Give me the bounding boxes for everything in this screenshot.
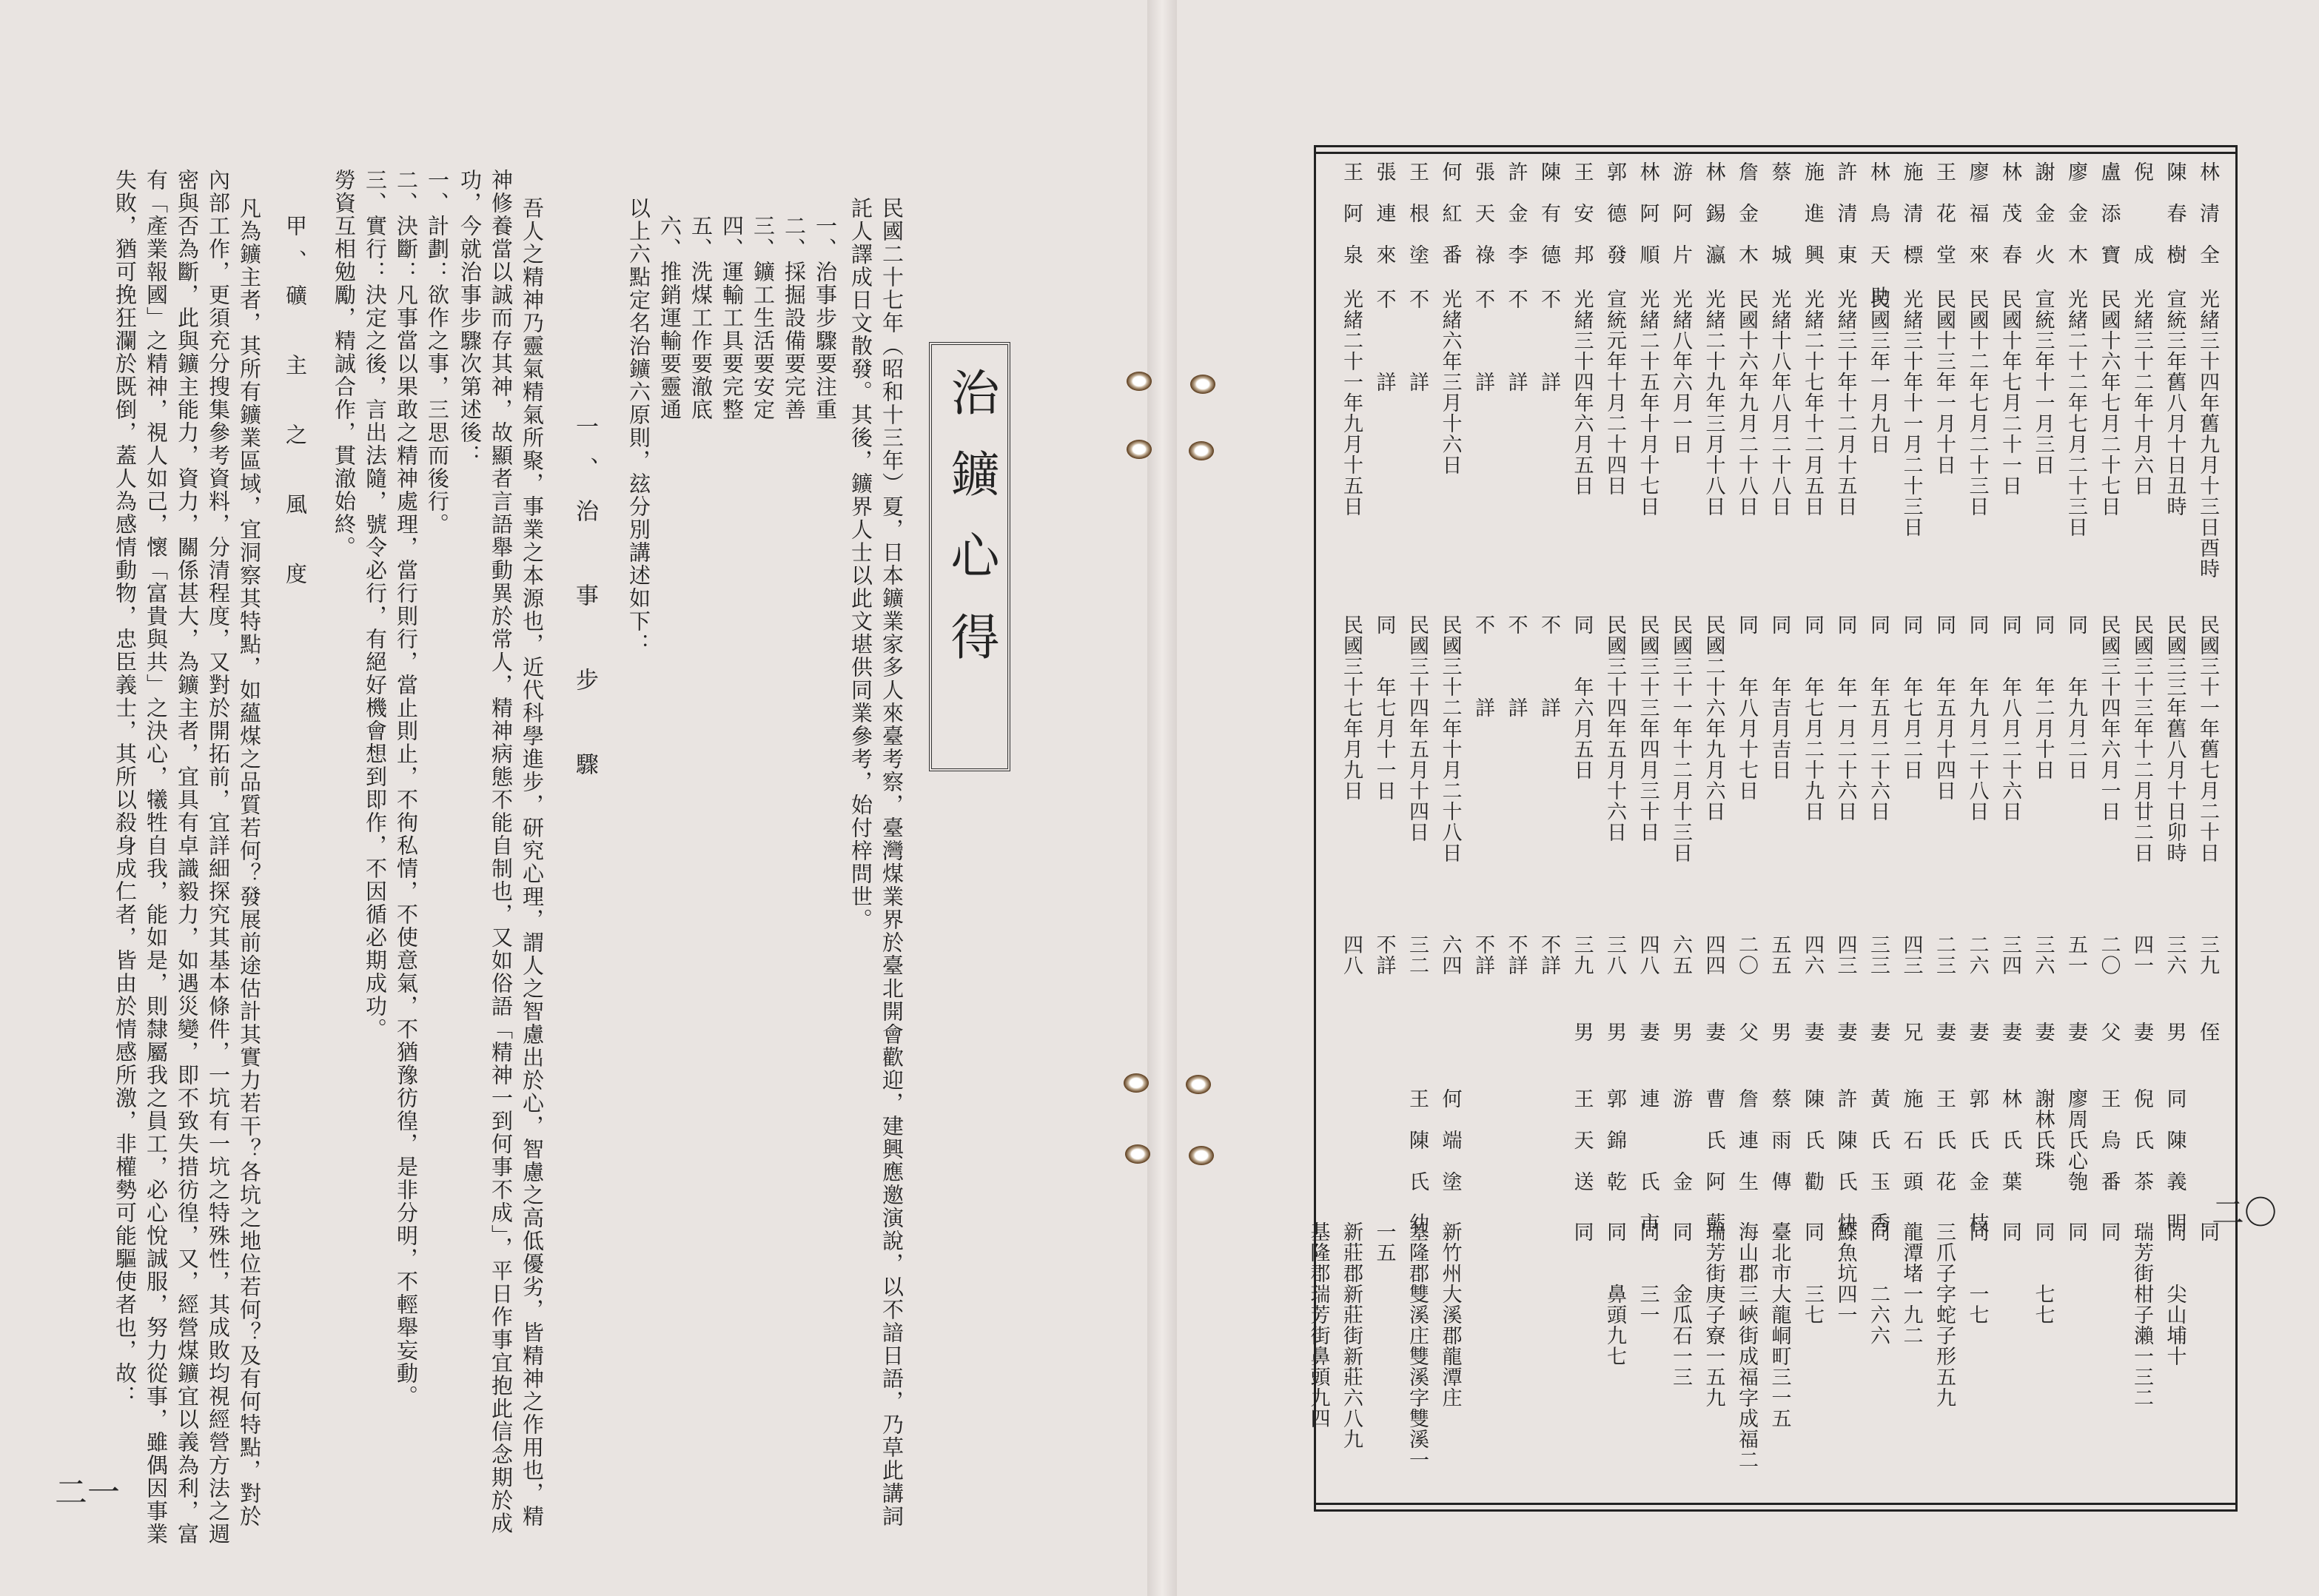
step-item: 五、洗煤工作要澈底 [688,215,714,421]
cell-address: 臺北市大龍峒町三一五 [1768,1221,1791,1429]
cell-spouse: 王 氏 花 [1933,1088,1956,1192]
table-row [1600,0,1629,1367]
cell-birth: 光緒三十四年舊九月十三日酉時 [2196,289,2219,579]
cell-age: 四三 [1899,934,1923,976]
cell-address: 新莊郡新莊街新莊六八九 [1340,1221,1363,1449]
cell-death: 民國三十二年十月二十八日 [1438,614,1462,863]
cell-rel: 侄 [2196,1022,2219,1042]
table-row [1765,0,1794,1429]
paragraph-line: 有「產業報國」之精神，視人如己，懷「富貴與共」之決心，犧牲自我，能如是，則隸屬我之員工，必心悅誠服，努力從事，雖偶因事業 [144,169,169,1546]
cell-age: 五五 [1768,934,1791,976]
cell-name: 張 連 來 [1372,161,1396,265]
cell-death: 不 詳 [1537,614,1560,718]
binding-hole [1190,375,1215,394]
cell-name: 廖 金 木 [2064,161,2087,265]
cell-death: 同 年六月五日 [1570,614,1594,780]
cell-age: 四六 [1801,934,1824,976]
cell-rel: 男 [1669,1022,1692,1042]
cell-birth: 光緒三十二年十月六日 [2130,289,2153,496]
cell-rel: 兄 [1899,1022,1923,1042]
cell-age: 四一 [2130,934,2153,976]
table-row [1665,0,1695,1387]
cell-death: 民國三十四年六月一日 [2097,614,2121,822]
cell-age: 四八 [1636,934,1659,976]
cell-address: 基隆郡瑞芳街鼻頭九四 [1306,1221,1330,1429]
table-row [1633,0,1662,1367]
cell-age: 二〇 [2097,934,2121,976]
intro-line: 民國二十七年（昭和十三年）夏，日本鑛業家多人來臺考察，臺灣煤業界於臺北開會歡迎，建興應邀演說，以不諳日語，乃草此講詞 [879,197,905,1528]
point-item: 三、實行：決定之後，言出法隨，號令必行，有絕好機會想到即作，不因循必期成功。 [363,169,388,1041]
cell-address: 同 [2064,1221,2087,1242]
cell-birth: 民國十年七月二十一日 [1998,289,2021,496]
cell-address: 基隆郡雙溪庄雙溪字雙溪一 [1406,1221,1429,1470]
cell-name: 許 清 東 [1833,161,1857,265]
point-item: 一、計劃：欲作之事，三思而後行。 [425,169,450,536]
article-title: 治鑛心得 [942,367,999,693]
table-row [1896,0,1926,1367]
cell-age: 三八 [1603,934,1626,976]
cell-death: 同 年七月二十九日 [1801,614,1824,822]
cell-address: 同 七七 [2031,1221,2055,1325]
cell-name: 林 鳥 天 助 [1867,161,1890,306]
cell-name: 王 根 塗 [1406,161,1429,265]
binding-hole [1189,1146,1214,1165]
cell-spouse: 連 氏 市 [1636,1088,1659,1233]
cell-name: 林 清 全 [2196,161,2219,265]
cell-spouse: 倪 氏 茶 [2130,1088,2153,1192]
cell-name: 林 阿 順 [1636,161,1659,265]
cell-birth: 光緒二十七年十二月五日 [1801,289,1824,517]
step-item: 六、推銷運輸要靈通 [657,215,682,421]
cell-death: 同 年五月二十六日 [1867,614,1890,822]
cell-rel: 男 [1768,1022,1791,1042]
point-item: 二、決斷：凡事當以果敢之精神處理，當行則行，當止則止，不徇私情，不使意氣，不猶豫彷徨，是非分明，不輕舉妄動。 [394,169,419,1408]
cell-death: 民國三十四年五月十六日 [1603,614,1626,842]
cell-death: 同 年一月二十六日 [1833,614,1857,822]
cell-name: 游 阿 片 [1669,161,1692,265]
cell-name: 林 茂 春 [1998,161,2021,265]
cell-death: 同 年九月二十八日 [1965,614,1989,822]
section-body-line: 吾人之精神乃靈氣精氣所聚，事業之本源也，近代科學進步，研究心理，謂人之智慮出於心，智慮之高低優劣，皆精神之作用也，精 [520,197,545,1528]
cell-age: 五一 [2064,934,2087,976]
cell-address: 同 [1570,1221,1594,1242]
cell-rel: 妻 [1833,1022,1857,1042]
page-number-left: 二一 [55,1474,120,1512]
cell-address: 同 [2097,1221,2121,1242]
cell-name: 許 金 李 [1504,161,1528,265]
cell-address: 同 尖山埔十 [2163,1221,2187,1367]
cell-address: 海山郡三峽街成福字成福二 [1735,1221,1758,1470]
cell-rel: 妻 [1965,1022,1989,1042]
cell-name: 倪 成 [2130,161,2153,265]
paragraph-line: 失敗，猶可挽狂瀾於既倒，蓋人為感情動物，忠臣義士，其所以殺身成仁者，皆由於情感所激，非權勢可能驅使者也，故： [113,169,138,1408]
cell-death: 同 年五月十四日 [1933,614,1956,801]
table-row [1863,0,1893,1367]
subheading: 甲、礦 主 之 風 度 [283,215,308,597]
cell-age: 不詳 [1537,934,1560,976]
binding-hole [1189,441,1214,460]
cell-spouse: 黃 氏 玉 秀 [1867,1088,1890,1233]
cell-age: 二六 [1965,934,1989,976]
cell-birth: 光緒二十一年九月十五日 [1340,289,1363,517]
cell-age: 不詳 [1504,934,1528,976]
cell-name: 謝 金 火 [2031,161,2055,265]
table-row [1962,0,1992,1367]
cell-birth: 光緒十八年八月二十八日 [1768,289,1791,517]
cell-age: 四三 [1833,934,1857,976]
cell-birth: 光緒三十四年六月五日 [1570,289,1594,496]
cell-age: 六四 [1438,934,1462,976]
table-row [2094,0,2124,1367]
binding-hole [1124,1073,1149,1093]
cell-spouse: 陳 氏 勸 [1801,1088,1824,1192]
table-row [2192,0,2222,1367]
cell-age: 三四 [1998,934,2021,976]
cell-birth: 不 詳 [1471,289,1494,392]
cell-birth: 光緒八年六月一日 [1669,289,1692,455]
cell-death: 民國二十六年九月六日 [1702,614,1725,822]
cell-birth: 光緒六年三月十六日 [1438,289,1462,475]
cell-spouse: 同 陳 義 明 [2163,1088,2187,1233]
cell-death: 同 年二月十日 [2031,614,2055,780]
paragraph-line: 密與否為斷，此與鑛主能力，資力，關係甚大，為鑛主者，宜具有卓識毅力，如遇災變，即不致失措彷徨，又，經營煤鑛宜以義為利，富 [175,169,200,1546]
cell-rel: 父 [1735,1022,1758,1042]
cell-name: 施 進 興 [1801,161,1824,265]
table-row [1929,0,1959,1408]
cell-age: 不詳 [1372,934,1396,976]
cell-address: 一五 [1372,1221,1396,1263]
table-row [1797,0,1827,1367]
cell-rel: 妻 [2031,1022,2055,1042]
cell-birth: 宣統三年舊八月十日丑時 [2163,289,2187,517]
cell-rel: 父 [2097,1022,2121,1042]
cell-death: 同 年吉月吉日 [1768,614,1791,780]
cell-death: 民國三十七年月九日 [1340,614,1363,801]
step-item: 三、鑛工生活要安定 [751,215,776,421]
cell-death: 不 詳 [1504,614,1528,718]
cell-age: 三二 [1406,934,1429,976]
table-row [1699,0,1728,1408]
binding-hole [1127,372,1152,391]
cell-age: 二三 [1933,934,1956,976]
step-item: 一、治事步驟要注重 [813,215,838,421]
cell-age: 不詳 [1471,934,1494,976]
cell-age: 三六 [2163,934,2187,976]
cell-address: 瑞芳街庚子寮一五九 [1702,1221,1725,1408]
cell-death: 同 年七月十一日 [1372,614,1396,801]
cell-spouse: 郭 氏 金 枝 [1965,1088,1989,1233]
cell-age: 四八 [1340,934,1363,976]
cell-spouse: 謝林氏珠 [2031,1088,2055,1171]
binding-hole [1127,440,1152,459]
step-item: 四、運輸工具要完整 [719,215,745,421]
cell-name: 陳 春 樹 [2163,161,2187,265]
cell-name: 王 安 邦 [1570,161,1594,265]
cell-rel: 妻 [2064,1022,2087,1042]
binding-hole [1186,1075,1211,1094]
cell-age: 三三 [1867,934,1890,976]
cell-address: 同 金瓜石一三 [1669,1221,1692,1387]
table-row [2028,0,2058,1367]
cell-name: 林 錫 瀛 [1702,161,1725,265]
cell-address: 同 三七 [1801,1221,1824,1325]
cell-death: 民國三十三年十二月廿二日 [2130,614,2153,863]
table-row [1995,0,2024,1367]
cell-age: 二〇 [1735,934,1758,976]
cell-birth: 光緒二十九年三月十八日 [1702,289,1725,517]
cell-birth: 不 詳 [1372,289,1396,392]
cell-address: 同 鼻頭九七 [1603,1221,1626,1367]
cell-birth: 民國十三年一月十日 [1933,289,1956,475]
steps-summary: 以上六點定名治鑛六原則，玆分別講述如下： [626,197,651,656]
table-row [2127,0,2156,1408]
cell-death: 民國三十四年五月十四日 [1406,614,1429,842]
cell-name: 王 花 堂 [1933,161,1956,265]
cell-birth: 光緒三十年十二月十五日 [1833,289,1857,517]
table-row [1567,0,1597,1367]
table-row [1501,0,1531,1367]
cell-birth: 光緒三十年十一月二十三日 [1899,289,1923,537]
cell-spouse: 何 端 塗 [1438,1088,1462,1192]
intro-line: 託人譯成日文散發。其後，鑛界人士以此文堪供同業參考，始付梓問世。 [848,197,873,931]
cell-address: 同 一七 [1965,1221,1989,1325]
cell-birth: 民國十二年七月二十三日 [1965,289,1989,517]
cell-address: 同 [1998,1221,2021,1242]
cell-address: 鰈魚坑四一 [1833,1221,1857,1325]
cell-birth: 民國十六年九月二十八日 [1735,289,1758,517]
table-row [1435,0,1465,1408]
cell-birth: 不 詳 [1406,289,1429,392]
cell-birth: 不 詳 [1504,289,1528,392]
cell-name: 詹 金 木 [1735,161,1758,265]
binding-hole [1125,1144,1150,1164]
cell-spouse: 王 天 送 [1570,1088,1594,1192]
cell-address: 新竹州大溪郡龍潭庄 [1438,1221,1462,1408]
cell-death: 同 年八月十七日 [1735,614,1758,801]
cell-name: 蔡 城 [1768,161,1791,265]
paragraph-line: 凡為鑛主者，其所有鑛業區域，宜洞察其特點，如蘊煤之品質若何？發展前途估計其實力若干？各坑之地位若何？及有何特點，對於 [237,197,262,1528]
table-inner-line [1314,1503,2238,1505]
table-row [1369,0,1399,1367]
cell-birth: 民國十六年七月二十七日 [2097,289,2121,517]
cell-death: 民國三十三年四月三十日 [1636,614,1659,842]
table-row [1830,0,1860,1367]
table-row [1468,0,1497,1367]
cell-death: 同 年八月二十六日 [1998,614,2021,822]
cell-address: 同 [2196,1221,2219,1242]
cell-address: 龍潭堵一九二 [1899,1221,1923,1346]
table-row [2061,0,2090,1367]
cell-spouse: 曹 氏 阿 藍 [1702,1088,1725,1233]
cell-death: 同 年九月二日 [2064,614,2087,780]
cell-spouse: 施 石 頭 [1899,1088,1923,1192]
cell-name: 何 紅 番 [1438,161,1462,265]
cell-age: 三六 [2031,934,2055,976]
section-body-line: 神修養當以誠而存其神，故顯者言語舉動異於常人，精神病態不能自制也，又如俗語「精神一到何事不成」，平日作事宜抱此信念期於成 [489,169,514,1535]
cell-rel: 妻 [2130,1022,2153,1042]
cell-birth: 不 詳 [1537,289,1560,392]
cell-rel: 男 [1570,1022,1594,1042]
cell-death: 民國三三年舊八月十日卯時 [2163,614,2187,863]
cell-age: 六五 [1669,934,1692,976]
table-row [2160,0,2189,1367]
cell-birth: 宣統三年十一月三日 [2031,289,2055,475]
cell-spouse: 郭 錦 乾 [1603,1088,1626,1192]
paragraph-line: 內部工作，更須充分搜集參考資料，分清程度，又對於開拓前，宜詳細探究其基本條件，一坑有一坑之特殊性，其成敗均視經營方法之週 [206,169,231,1546]
book-gutter [1147,0,1177,1596]
cell-address: 同 三一 [1636,1221,1659,1325]
cell-rel: 男 [1603,1022,1626,1042]
cell-death: 民國三十一年舊七月二十日 [2196,614,2219,863]
table-row [1336,0,1366,1449]
left-page [0,0,1147,1596]
cell-age: 三九 [2196,934,2219,976]
page-number-right: 二〇 [2212,1194,2277,1232]
cell-spouse: 林 氏 葉 [1998,1088,2021,1192]
cell-rel: 妻 [1998,1022,2021,1042]
cell-address: 瑞芳街柑子瀨一三二 [2130,1221,2153,1408]
cell-death: 不 詳 [1471,614,1494,718]
cell-address: 三爪子字蛇子形五九 [1933,1221,1956,1408]
cell-birth: 民國三年一月九日 [1867,289,1890,455]
cell-name: 陳 有 德 [1537,161,1560,265]
section-heading: 一、治 事 步 驟 [571,415,598,794]
cell-name: 廖 福 來 [1965,161,1989,265]
cell-rel: 妻 [1867,1022,1890,1042]
section-body-line: 功，今就治事步驟次第述後： [457,169,483,467]
table-row [1402,0,1432,1470]
cell-age: 四四 [1702,934,1725,976]
cell-address: 同 二六六 [1867,1221,1890,1346]
cell-spouse: 蔡 雨 傳 [1768,1088,1791,1192]
cell-rel: 男 [2163,1022,2187,1042]
cell-name: 盧 添 寶 [2097,161,2121,265]
cell-name: 郭 德 發 [1603,161,1626,265]
cell-age: 三九 [1570,934,1594,976]
cell-spouse: 王 陳 氏 幼 [1406,1088,1429,1233]
cell-birth: 光緒二十五年十月十七日 [1636,289,1659,517]
cell-spouse: 游 金 [1669,1088,1692,1192]
step-item: 二、採掘設備要完善 [782,215,807,421]
cell-rel: 妻 [1933,1022,1956,1042]
cell-spouse: 廖周氏心匏 [2064,1088,2087,1192]
cell-rel: 妻 [1702,1022,1725,1042]
cell-rel: 妻 [1801,1022,1824,1042]
cell-name: 王 阿 泉 [1340,161,1363,265]
cell-death: 同 年七月二日 [1899,614,1923,780]
cell-name: 張 天 祿 [1471,161,1494,265]
cell-name: 施 清 標 [1899,161,1923,265]
cell-birth: 光緒二十二年七月二十三日 [2064,289,2087,537]
cell-rel: 妻 [1636,1022,1659,1042]
cell-spouse: 許 陳 氏 快 [1833,1088,1857,1233]
point-item: 勞資互相勉勵，精誠合作，貫澈始終。 [332,169,357,559]
cell-death: 民國三十一年十二月十三日 [1669,614,1692,863]
table-row [1534,0,1563,1367]
cell-birth: 宣統元年十月二十四日 [1603,289,1626,496]
table-row [1731,0,1761,1470]
cell-spouse: 詹 連 生 [1735,1088,1758,1192]
table-row [1303,0,1333,1429]
title-box [929,342,1010,771]
cell-spouse: 王 烏 番 [2097,1088,2121,1192]
